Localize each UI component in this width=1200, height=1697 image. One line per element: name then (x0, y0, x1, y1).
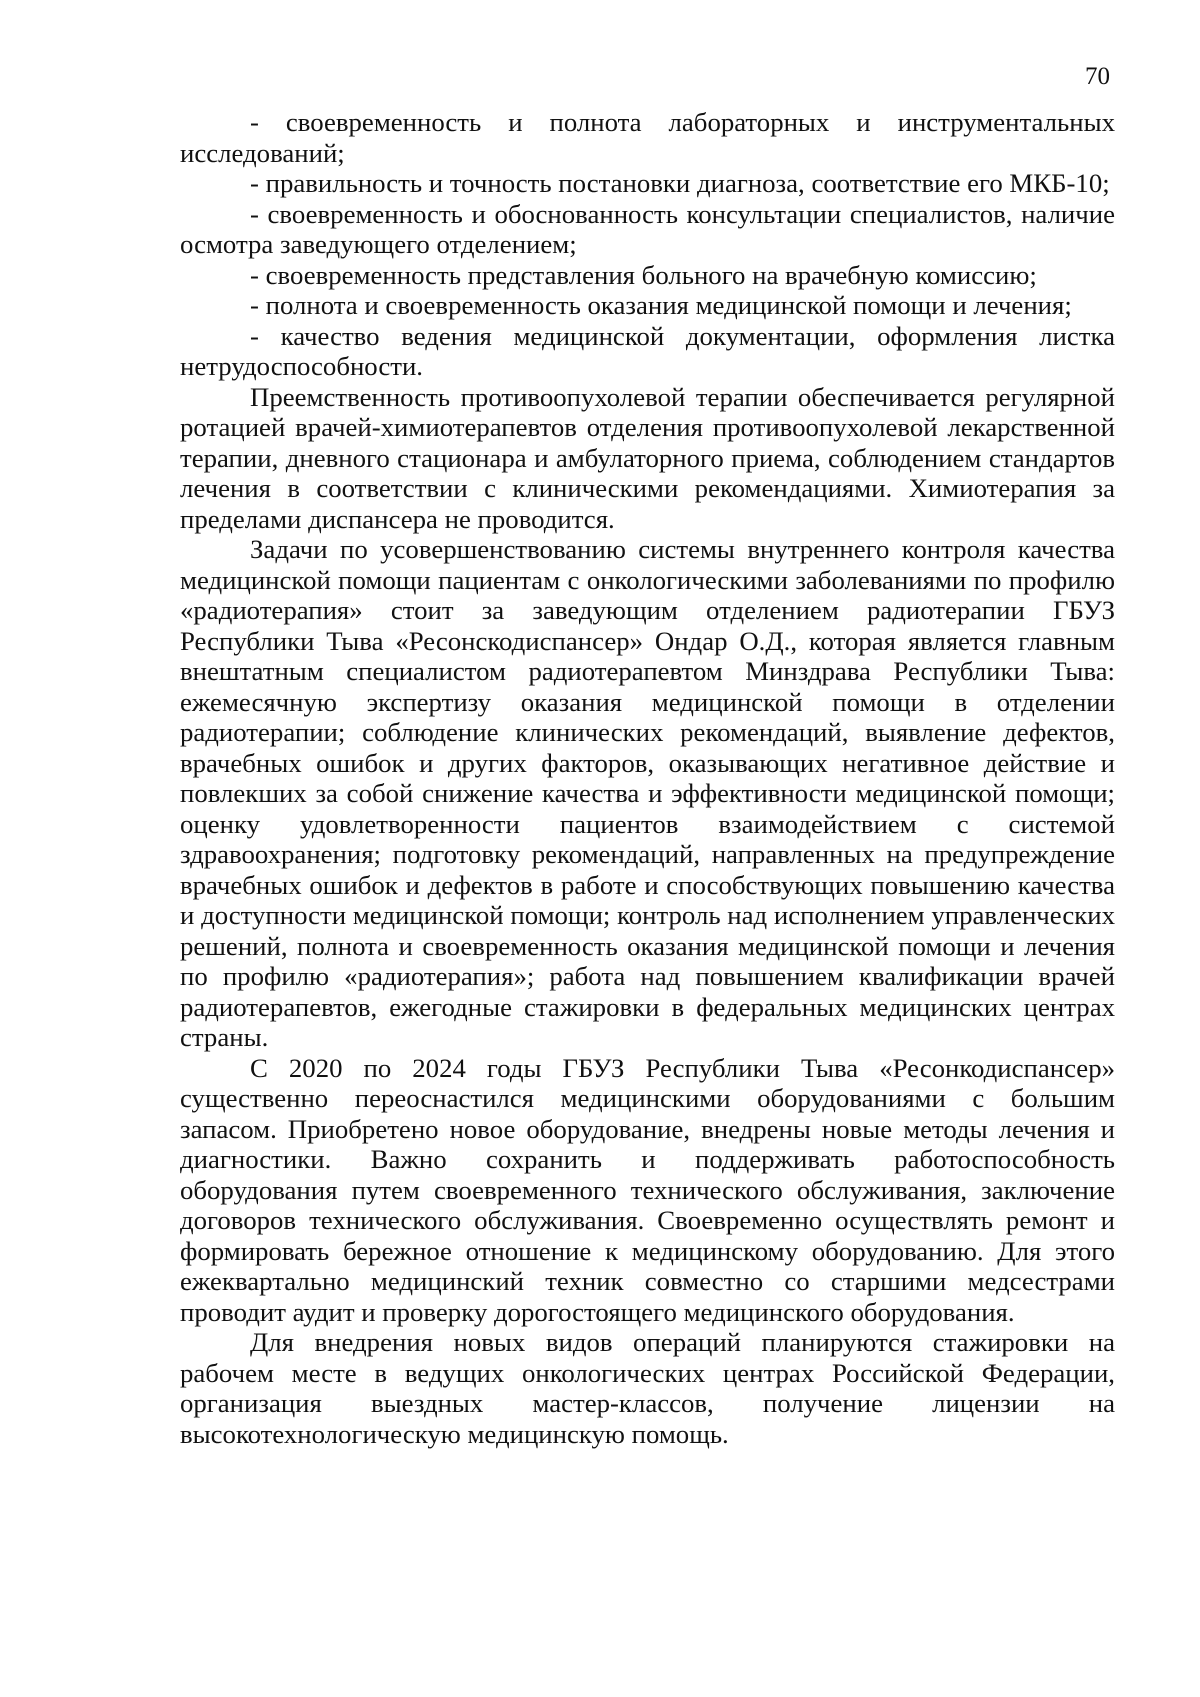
paragraph: Задачи по усовершенствованию системы внутреннего контроля качества медицинской помощи пациентам с онкологическими заболеваниями по профилю «радиотерапия» стоит за заведующим отделением радиотерапии ГБУЗ Республики Тыва «Ресонскодиспансер» Ондар О.Д., которая является главным внештатным специалистом радиотерапевтом Минздрава Республики Тыва: ежемесячную экспертизу оказания медицинской помощи в отделении радиотерапии; соблюдение клинических рекомендаций, выявление дефектов, врачебных ошибок и других факторов, оказывающих негативное действие и повлекших за собой снижение качества и эффективности медицинской помощи; оценку удовлетворенности пациентов взаимодействием с системой здравоохранения; подготовку рекомендаций, направленных на предупреждение врачебных ошибок и дефектов в работе и способствующих повышению качества и доступности медицинской помощи; контроль над исполнением управленческих решений, полнота и своевременность оказания медицинской помощи и лечения по профилю «радиотерапия»; работа над повышением квалификации врачей радиотерапевтов, ежегодные стажировки в федеральных медицинских центрах страны. (180, 534, 1115, 1052)
paragraph: - своевременность и полнота лабораторных и инструментальных исследований; (180, 107, 1115, 168)
paragraph: - своевременность представления больного на врачебную комиссию; (250, 259, 1037, 290)
paragraph: - своевременность и обоснованность консультации специалистов, наличие осмотра заведующего отделением; (180, 198, 1115, 259)
paragraph: Преемственность противоопухолевой терапии обеспечивается регулярной ротацией врачей-химиотерапевтов отделения противоопухолевой лекарственной терапии, дневного стационара и амбулаторного приема, соблюдением стандартов лечения в соответствии с клиническими рекомендациями. Химиотерапия за пределами диспансера не проводится. (180, 381, 1115, 534)
paragraph: - полнота и своевременность оказания медицинской помощи и лечения; (250, 290, 1072, 320)
document-body (180, 107, 1115, 1449)
paragraph: С 2020 по 2024 годы ГБУЗ Республики Тыва «Ресонкодиспансер» существенно переоснастился медицинскими оборудованиями с большим запасом. Приобретено новое оборудование, внедрены новые методы лечения и диагностики. Важно сохранить и поддерживать работоспособность оборудования путем своевременного технического обслуживания, заключение договоров технического обслуживания. Своевременно осуществлять ремонт и формировать бережное отношение к медицинскому оборудованию. Для этого ежеквартально медицинский техник совместно со старшими медсестрами проводит аудит и проверку дорогостоящего медицинского оборудования. (180, 1052, 1115, 1327)
page-number: 70 (1085, 63, 1110, 90)
paragraph: Для внедрения новых видов операций планируются стажировки на рабочем месте в ведущих онкологических центрах Российской Федерации, организация выездных мастер-классов, получение лицензии на высокотехнологическую медицинскую помощь. (180, 1327, 1115, 1449)
paragraph: - правильность и точность постановки диагноза, соответствие его МКБ-10; (250, 168, 1110, 198)
paragraph: - качество ведения медицинской документации, оформления листка нетрудоспособности. (180, 320, 1115, 381)
